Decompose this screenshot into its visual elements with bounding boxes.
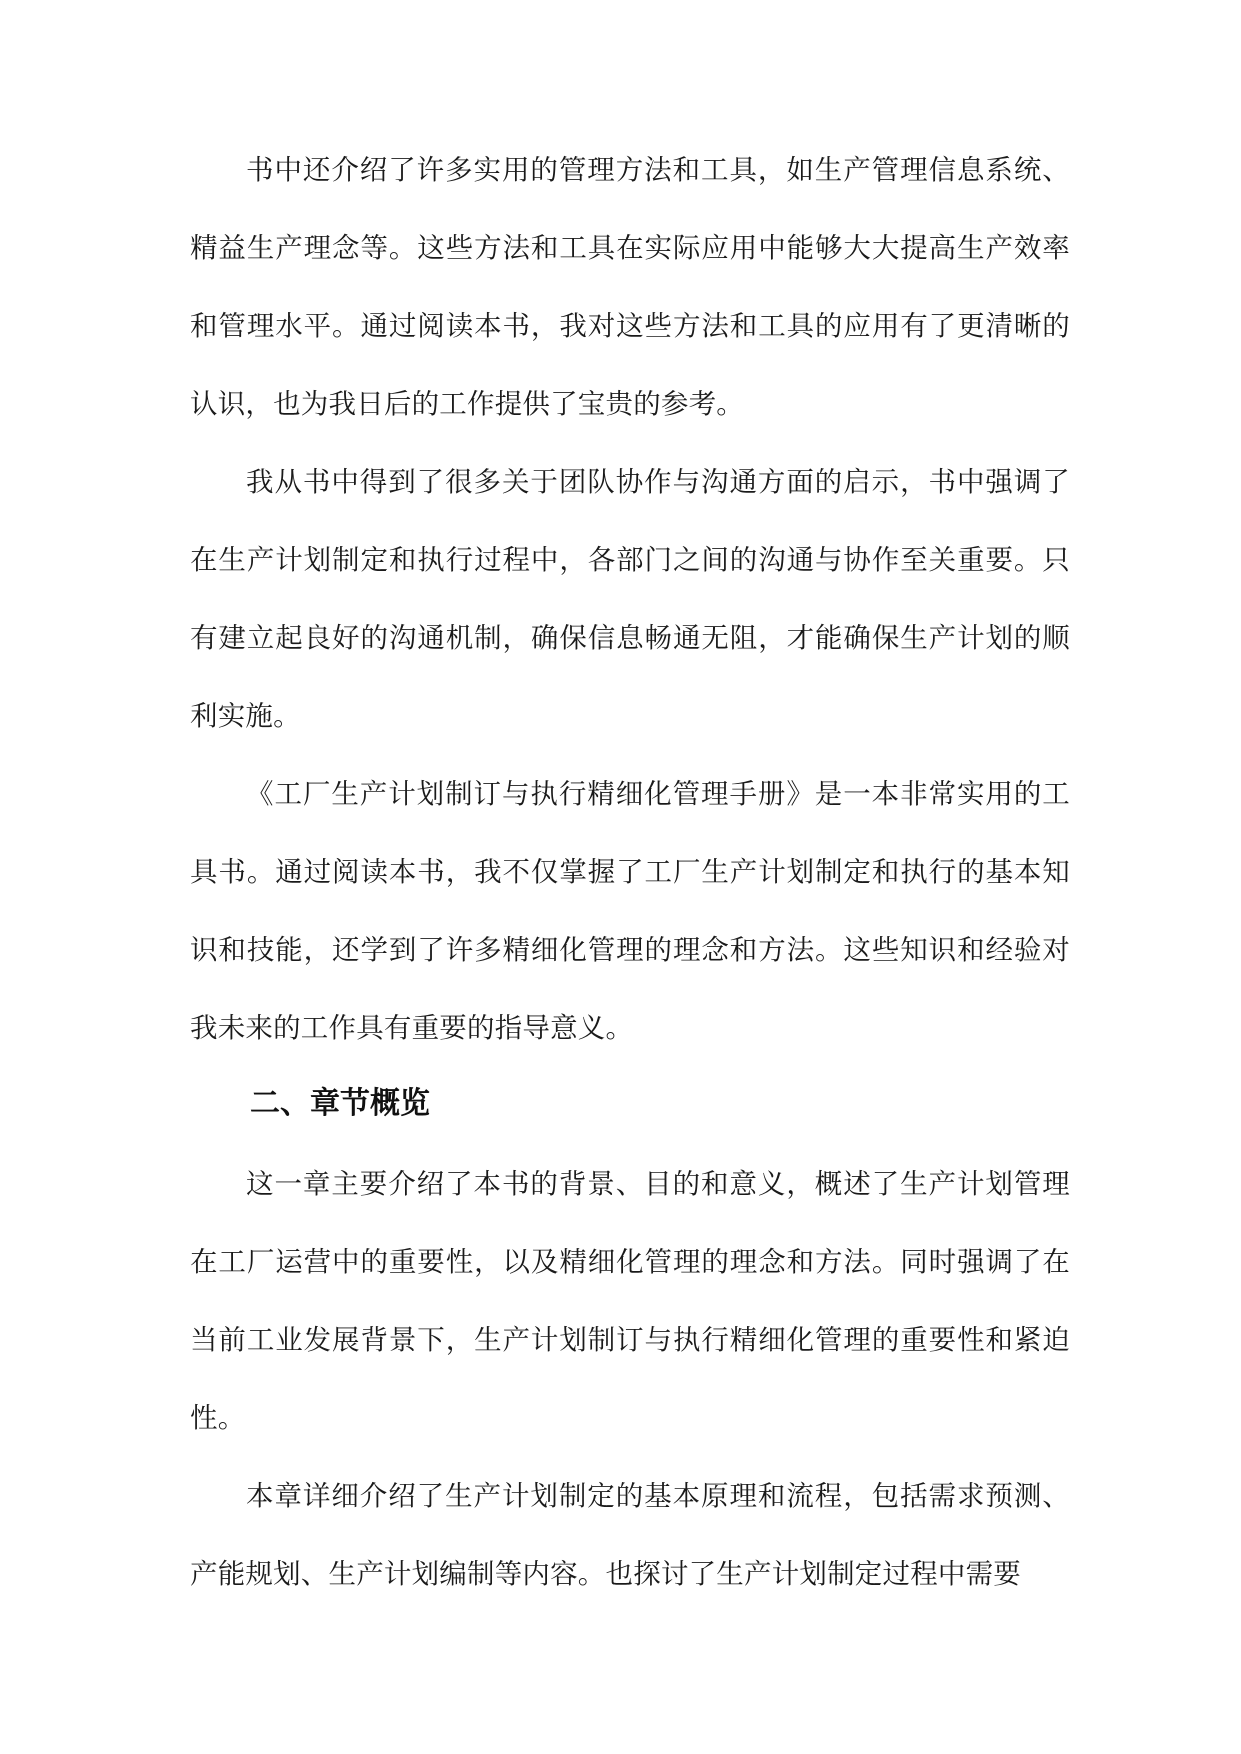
paragraph-management-tools: 书中还介绍了许多实用的管理方法和工具，如生产管理信息系统、精益生产理念等。这些方法和工具在实际应用中能够大大提高生产效率和管理水平。通过阅读本书，我对这些方法和工具的应用有了更清晰的认识，也为我日后的工作提供了宝贵的参考。 xyxy=(190,154,1070,420)
paragraph-chapter-background: 这一章主要介绍了本书的背景、目的和意义，概述了生产计划管理在工厂运营中的重要性，以及精细化管理的理念和方法。同时强调了在当前工业发展背景下，生产计划制订与执行精细化管理的重要性和紧迫性。 xyxy=(190,1168,1070,1434)
paragraph-book-summary: 《工厂生产计划制订与执行精细化管理手册》是一本非常实用的工具书。通过阅读本书，我不仅掌握了工厂生产计划制定和执行的基本知识和技能，还学到了许多精细化管理的理念和方法。这些知识和经验对我未来的工作具有重要的指导意义。 xyxy=(190,778,1070,1044)
section-heading: 二、章节概览 xyxy=(250,1086,430,1121)
paragraph-team-communication: 我从书中得到了很多关于团队协作与沟通方面的启示，书中强调了在生产计划制定和执行过程中，各部门之间的沟通与协作至关重要。只有建立起良好的沟通机制，确保信息畅通无阻，才能确保生产计划的顺利实施。 xyxy=(190,466,1070,732)
paragraph-chapter-planning: 本章详细介绍了生产计划制定的基本原理和流程，包括需求预测、产能规划、生产计划编制等内容。也探讨了生产计划制定过程中需要 xyxy=(190,1480,1070,1590)
